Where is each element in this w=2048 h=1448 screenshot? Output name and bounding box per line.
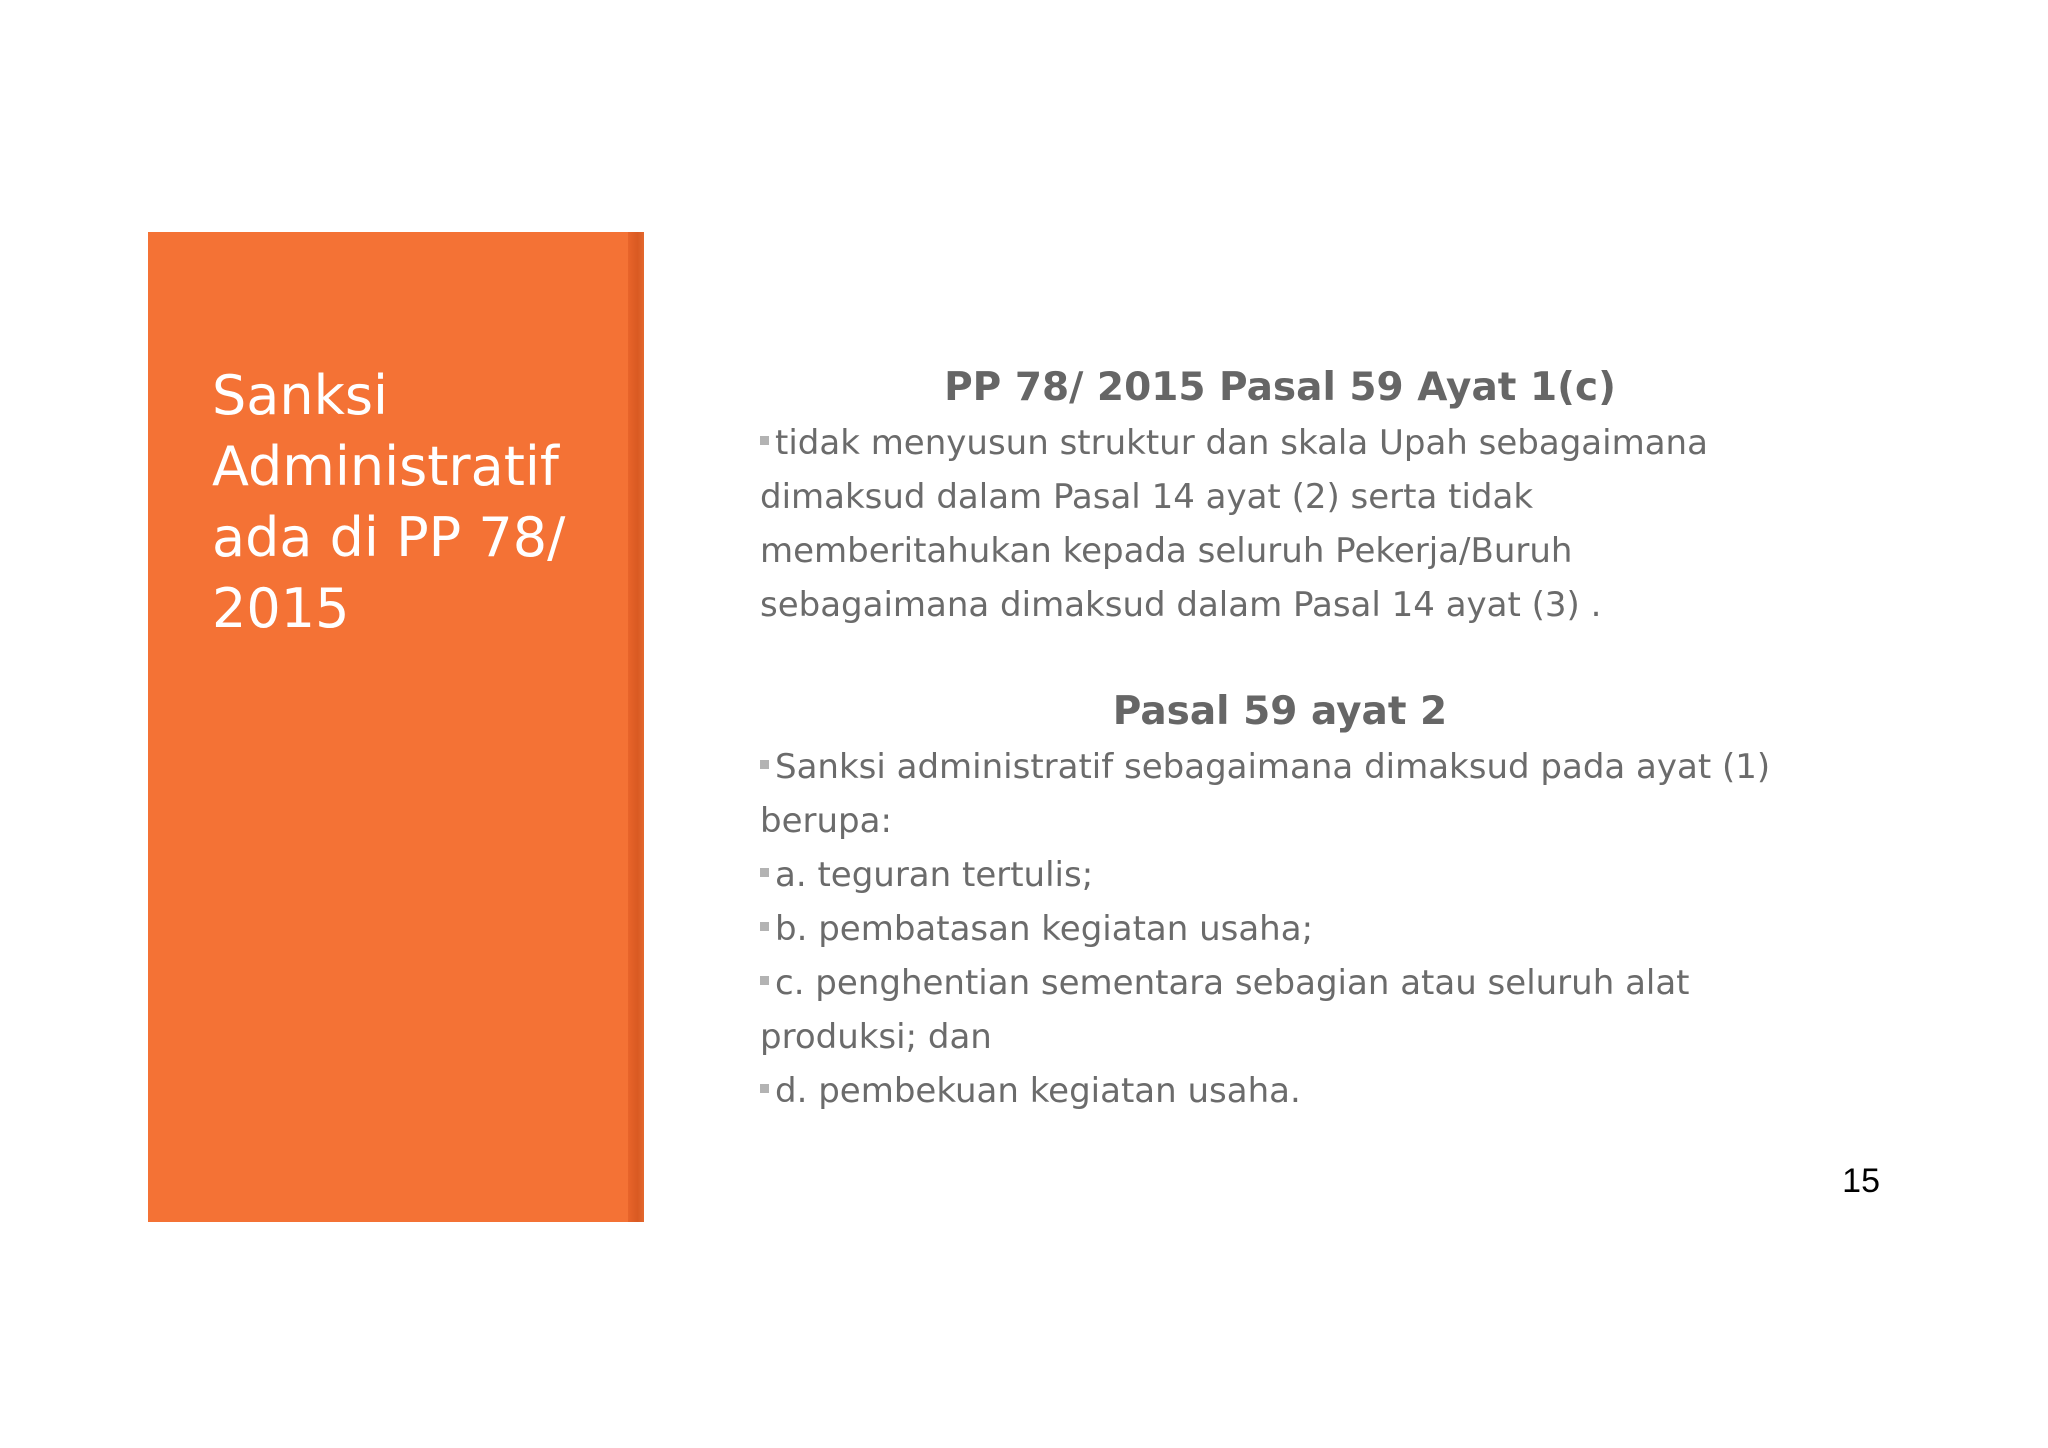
slide-title-line-3: ada di PP 78/	[212, 506, 566, 569]
bullet-icon	[760, 868, 769, 877]
slide-title-line-4: 2015	[212, 577, 350, 640]
list-item-text: d. pembekuan kegiatan usaha.	[775, 1071, 1301, 1111]
content-area	[760, 360, 1800, 1118]
paragraph-intro	[760, 740, 1800, 848]
paragraph-text: Sanksi administratif sebagaimana dimaksud pada ayat (1) berupa:	[760, 747, 1771, 841]
slide-title	[212, 360, 612, 644]
side-panel-edge	[628, 232, 644, 1222]
list-item-d	[760, 1064, 1800, 1118]
bullet-icon	[760, 976, 769, 985]
side-panel	[148, 232, 644, 1222]
section-heading-pasal-59-ayat-2: Pasal 59 ayat 2	[1112, 689, 1448, 734]
paragraph-text: tidak menyusun struktur dan skala Upah sebagaimana dimaksud dalam Pasal 14 ayat (2) serta tidak memberitahukan kepada seluruh Pekerja/Buruh sebagaimana dimaksud dalam Pasal 14 ayat (3) .	[760, 423, 1708, 625]
page-number: 15	[1842, 1162, 1880, 1200]
list-item-c	[760, 956, 1800, 1064]
bullet-icon	[760, 922, 769, 931]
list-item-a	[760, 848, 1800, 902]
slide-title-line-1: Sanksi	[212, 364, 389, 427]
list-item-text: b. pembatasan kegiatan usaha;	[775, 909, 1314, 949]
section-heading-pasal-59-ayat-1c: PP 78/ 2015 Pasal 59 Ayat 1(c)	[944, 365, 1616, 410]
list-item-b	[760, 902, 1800, 956]
list-item-text: a. teguran tertulis;	[775, 855, 1094, 895]
paragraph-ayat-1c	[760, 416, 1800, 632]
list-item-text: c. penghentian sementara sebagian atau seluruh alat produksi; dan	[760, 963, 1690, 1057]
bullet-icon	[760, 760, 769, 769]
bullet-icon	[760, 436, 769, 445]
slide-title-line-2: Administratif	[212, 435, 559, 498]
bullet-icon	[760, 1084, 769, 1093]
